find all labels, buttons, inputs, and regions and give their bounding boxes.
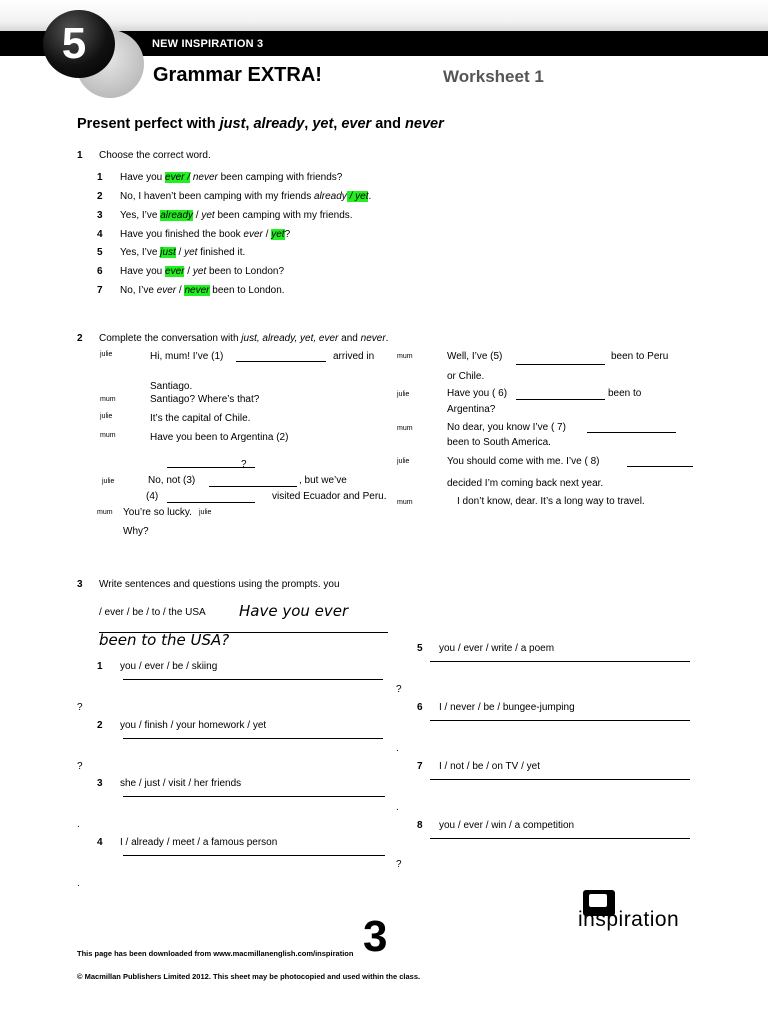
download-notice: This page has been downloaded from www.macmillanenglish.com/inspiration [77,949,354,958]
exercise-3-number: 3 [77,579,83,590]
dialogue-line: been to South America. [447,437,551,448]
inspiration-logo-text: inspiration [578,908,680,931]
answer-line[interactable] [123,679,383,680]
answer-line[interactable] [123,796,385,797]
example-answer: Have you ever [239,602,349,620]
exercise-2-number: 2 [77,333,83,344]
ex3-item: 2 [97,720,103,731]
ex3-prompt: you / ever / win / a competition [439,820,575,831]
dialogue-line: No, not (3) [148,475,196,486]
answer-line[interactable] [430,779,690,780]
dialogue-line: It’s the capital of Chile. [150,413,251,424]
section-title: Present perfect with just, already, yet, ever and never [77,116,444,132]
answer-line[interactable] [430,661,690,662]
ex3-item: 3 [97,778,103,789]
ex1-item: 6 [97,266,103,277]
exercise-3-instruction: Write sentences and questions using the prompts. you [99,579,340,590]
header-gradient [0,0,768,31]
ex3-item: 4 [97,837,103,848]
speaker-label: mum [397,425,413,432]
ex1-item: 2 [97,191,103,202]
speaker-label: mum [397,499,413,506]
speaker-label: mum [97,509,113,516]
ex1-item: 3 [97,210,103,221]
ex1-item-text: Have you ever / never been camping with friends? [120,172,343,183]
ex1-item: 5 [97,247,103,258]
dialogue-line: (4) [146,491,159,502]
dialogue-line: visited Ecuador and Peru. [272,491,387,502]
ex3-end-mark: . [77,878,80,889]
ex3-prompt: I / never / be / bungee-jumping [439,702,575,713]
dialogue-line: Argentina? [447,404,496,415]
ex1-item-text: No, I haven’t been camping with my friends already / yet. [120,191,372,202]
copyright-notice: © Macmillan Publishers Limited 2012. This sheet may be photocopied and used within the class. [77,972,421,981]
speaker-label: julie [102,478,115,485]
ex3-item: 8 [417,820,423,831]
speaker-label: julie [199,509,212,516]
ex1-item-text: Have you finished the book ever / yet? [120,229,291,240]
ex1-item: 1 [97,172,103,183]
ex3-item: 6 [417,702,423,713]
ex3-item: 1 [97,661,103,672]
dialogue-line: You’re so lucky. [123,507,192,518]
answer-line[interactable] [123,738,383,739]
ex3-end-mark: ? [396,684,402,695]
series-title: NEW INSPIRATION 3 [152,38,264,50]
example-answer-continued: been to the USA? [99,631,230,649]
answer-blank[interactable] [236,361,326,362]
dialogue-line: or Chile. [447,371,485,382]
answer-blank[interactable] [167,502,255,503]
dialogue-line: Have you ( 6) [447,388,508,399]
ex1-item: 4 [97,229,103,240]
dialogue-line: No dear, you know I’ve ( 7) [447,422,566,433]
speaker-label: julie [100,413,113,420]
dialogue-line: Have you been to Argentina (2) [150,432,289,443]
speaker-label: julie [100,351,113,358]
worksheet-number: Worksheet 1 [443,67,544,86]
ex1-item-text: Yes, I’ve already / yet been camping with my friends. [120,210,353,221]
dialogue-line: , but we’ve [299,475,347,486]
level-badge: 5 [43,10,115,78]
example-prompt: / ever / be / to / the USA [99,607,206,618]
answer-line[interactable] [123,855,385,856]
ex1-item-text: Yes, I’ve just / yet finished it. [120,247,246,258]
speaker-label: mum [397,353,413,360]
answer-blank[interactable] [209,486,297,487]
dialogue-line: You should come with me. I’ve ( 8) [447,456,600,467]
answer-line[interactable] [430,838,690,839]
dialogue-line: Hi, mum! I’ve (1) [150,351,224,362]
dialogue-line: Santiago. [150,381,193,392]
ex3-prompt: you / ever / write / a poem [439,643,555,654]
answer-blank[interactable] [516,364,605,365]
ex1-item-text: No, I’ve ever / never been to London. [120,285,285,296]
dialogue-line: arrived in [333,351,375,362]
answer-line[interactable] [430,720,690,721]
speaker-label: julie [397,391,410,398]
page-number: 3 [363,912,388,961]
ex3-end-mark: ? [396,859,402,870]
dialogue-line: been to Peru [611,351,669,362]
ex1-item-text: Have you ever / yet been to London? [120,266,285,277]
ex3-end-mark: . [396,743,399,754]
ex3-prompt: you / finish / your homework / yet [120,720,267,731]
ex3-prompt: I / already / meet / a famous person [120,837,278,848]
dialogue-line: I don’t know, dear. It’s a long way to travel. [457,496,645,507]
ex3-item: 7 [417,761,423,772]
ex3-prompt: I / not / be / on TV / yet [439,761,540,772]
dialogue-line: decided I’m coming back next year. [447,478,604,489]
ex3-end-mark: ? [77,761,83,772]
ex3-item: 5 [417,643,423,654]
ex3-prompt: she / just / visit / her friends [120,778,242,789]
dialogue-line: Santiago? Where’s that? [150,394,260,405]
worksheet-title: Grammar EXTRA! [153,64,322,86]
ex3-end-mark: . [77,819,80,830]
ex3-end-mark: . [396,802,399,813]
dialogue-line: been to [608,388,642,399]
dialogue-line: Why? [123,526,149,537]
ex3-end-mark: ? [77,702,83,713]
answer-blank[interactable] [516,399,605,400]
speaker-label: mum [100,396,116,403]
question-mark: ? [241,459,247,470]
exercise-1-number: 1 [77,150,83,161]
speaker-label: mum [100,432,116,439]
ex3-prompt: you / ever / be / skiing [120,661,218,672]
speaker-label: julie [397,458,410,465]
exercise-2-instruction: Complete the conversation with just, already, yet, ever and never. [99,333,389,344]
answer-blank[interactable] [587,432,676,433]
answer-blank[interactable] [627,466,693,467]
dialogue-line: Well, I’ve (5) [447,351,503,362]
exercise-1-instruction: Choose the correct word. [99,150,211,161]
ex1-item: 7 [97,285,103,296]
